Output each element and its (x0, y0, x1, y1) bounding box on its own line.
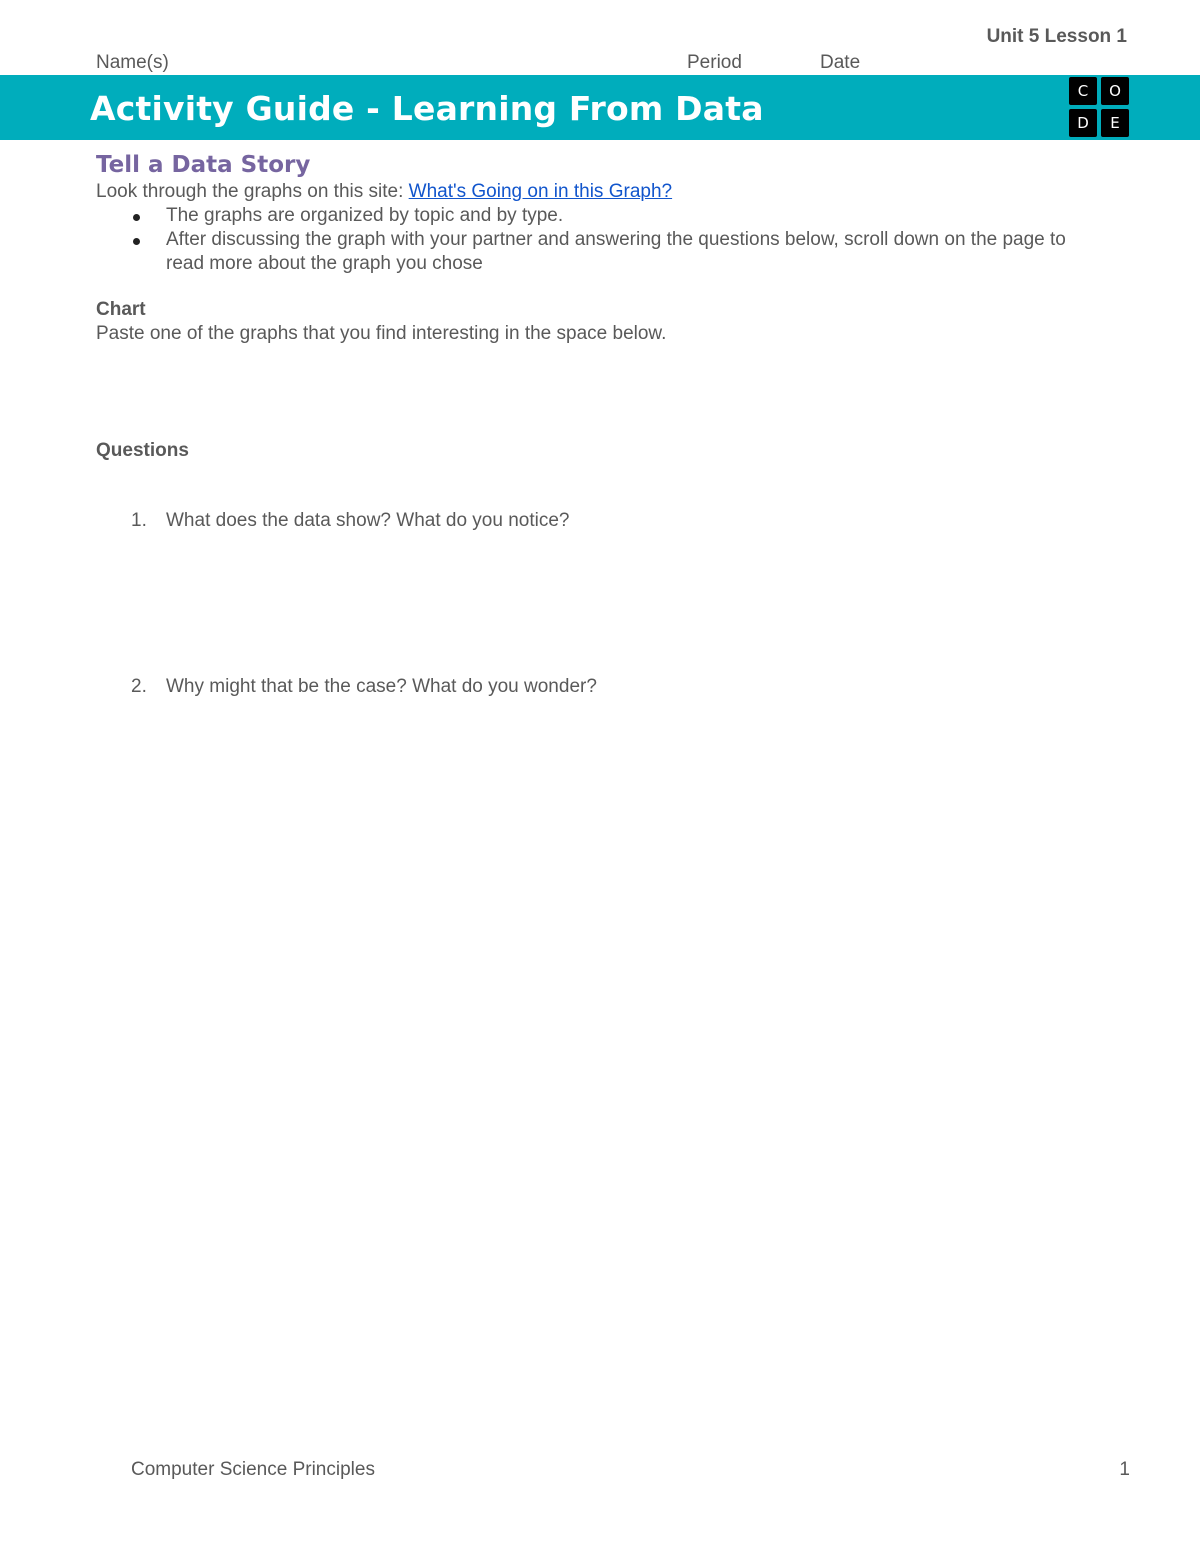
question-text: Why might that be the case? What do you wonder? (166, 676, 597, 697)
list-item (96, 204, 1106, 228)
student-info-row (96, 52, 1073, 76)
chart-heading: Chart (96, 299, 146, 320)
question-number: 2. (131, 676, 147, 697)
chart-paste-area[interactable] (96, 346, 1106, 439)
logo-letter-d: D (1069, 109, 1097, 137)
period-label: Period (687, 52, 742, 73)
question-number: 1. (131, 510, 147, 531)
unit-lesson-label: Unit 5 Lesson 1 (986, 26, 1127, 47)
logo-letter-e: E (1101, 109, 1129, 137)
logo-letter-c: C (1069, 77, 1097, 105)
footer-course-name: Computer Science Principles (131, 1459, 375, 1480)
bullet-icon (133, 238, 140, 245)
data-story-bullets (96, 204, 1106, 276)
code-org-logo (1069, 77, 1131, 139)
name-label: Name(s) (96, 52, 169, 73)
data-story-heading: Tell a Data Story (96, 152, 311, 178)
date-label: Date (820, 52, 861, 73)
question-text: What does the data show? What do you notice? (166, 510, 570, 531)
chart-instruction: Paste one of the graphs that you find interesting in the space below. (96, 323, 667, 344)
answer-area-1[interactable] (166, 540, 1106, 670)
data-story-intro (96, 180, 1106, 204)
list-item (96, 228, 1106, 276)
bullet-icon (133, 214, 140, 221)
title-banner (0, 75, 1200, 140)
bullet-text: After discussing the graph with your partner and answering the questions below, scroll down on the page to read more about the graph you chose (166, 229, 1066, 274)
answer-area-2[interactable] (166, 706, 1106, 1406)
main-content (96, 150, 1106, 463)
bullet-text: The graphs are organized by topic and by type. (166, 205, 564, 226)
graph-site-link[interactable]: What's Going on in this Graph? (408, 181, 673, 202)
intro-text: Look through the graphs on this site: (96, 181, 409, 202)
page-number: 1 (1119, 1459, 1130, 1480)
questions-heading: Questions (96, 440, 189, 461)
logo-letter-o: O (1101, 77, 1129, 105)
activity-guide-title: Activity Guide - Learning From Data (90, 89, 764, 128)
